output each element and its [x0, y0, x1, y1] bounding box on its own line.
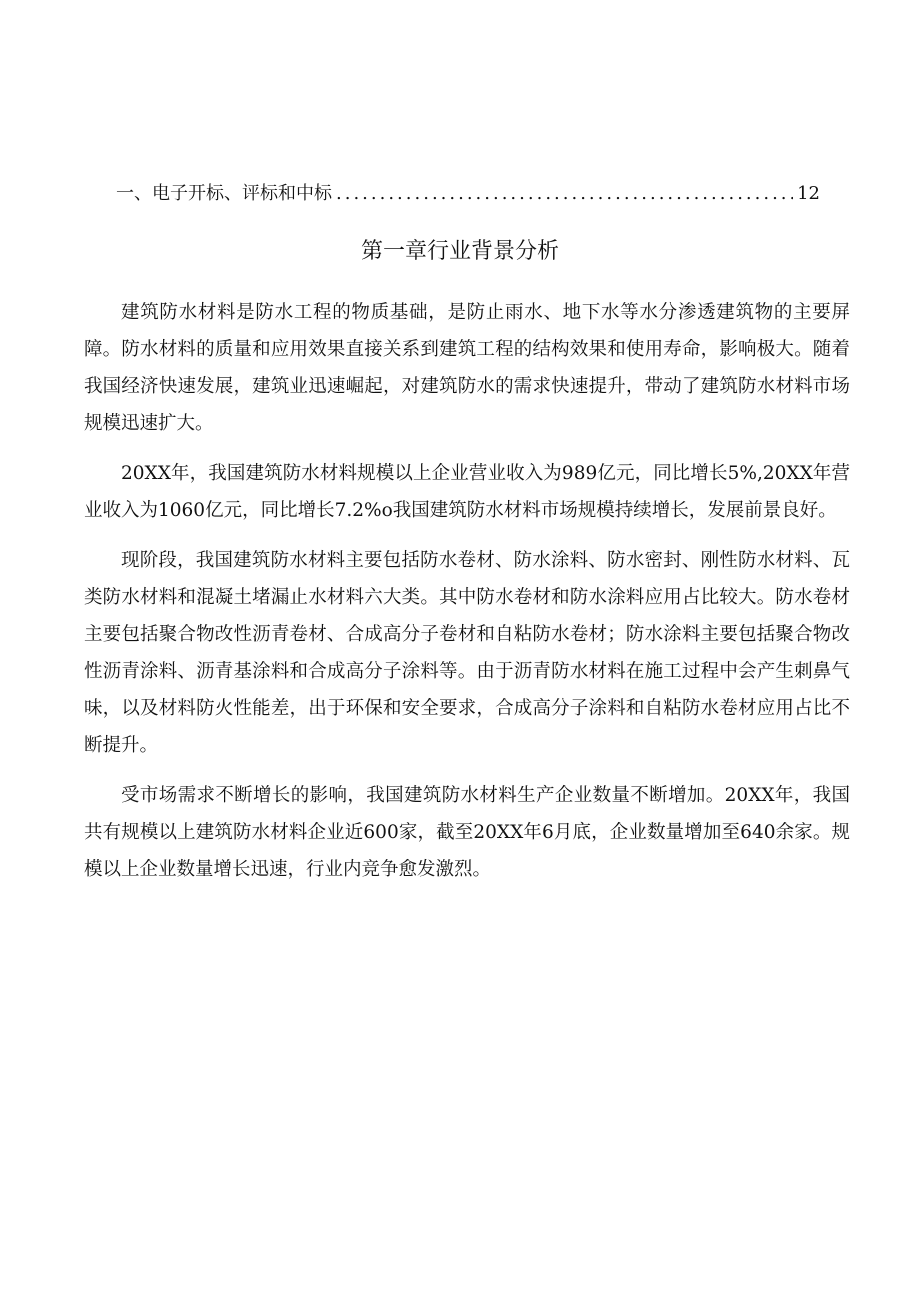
paragraph-1: 建筑防水材料是防水工程的物质基础，是防止雨水、地下水等水分渗透建筑物的主要屏障。防水材料的质量和应用效果直接关系到建筑工程的结构效果和使用寿命，影响极大。随着我国经济快速发展，建筑业迅速崛起，对建筑防水的需求快速提升，带动了建筑防水材料市场规模迅速扩大。 [84, 302, 850, 434]
toc-entry[interactable] [116, 180, 820, 208]
paragraph-4: 受市场需求不断增长的影响，我国建筑防水材料生产企业数量不断增加。20XX年，我国共有规模以上建筑防水材料企业近600家，截至20XX年6月底，企业数量增加至640余家。规模以上企业数量增长迅速，行业内竞争愈发激烈。 [84, 785, 850, 880]
chapter-title: 第一章行业背景分析 [360, 239, 559, 264]
paragraph-2: 20XX年，我国建筑防水材料规模以上企业营业收入为989亿元，同比增长5%,20XX年营业收入为1060亿元，同比增长7.2%o我国建筑防水材料市场规模持续增长，发展前景良好。 [84, 463, 850, 521]
body-text [84, 294, 850, 901]
toc-leader-dots [336, 180, 793, 208]
toc-entry-page-number: 12 [797, 183, 820, 204]
paragraph-3: 现阶段，我国建筑防水材料主要包括防水卷材、防水涂料、防水密封、刚性防水材料、瓦类防水材料和混凝土堵漏止水材料六大类。其中防水卷材和防水涂料应用占比较大。防水卷材主要包括聚合物改性沥青卷材、合成高分子卷材和自粘防水卷材；防水涂料主要包括聚合物改性沥青涂料、沥青基涂料和合成高分子涂料等。由于沥青防水材料在施工过程中会产生刺鼻气味，以及材料防火性能差，出于环保和安全要求，合成高分子涂料和自粘防水卷材应用占比不断提升。 [84, 550, 850, 756]
toc-entry-label: 一、电子开标、评标和中标 [116, 183, 332, 204]
